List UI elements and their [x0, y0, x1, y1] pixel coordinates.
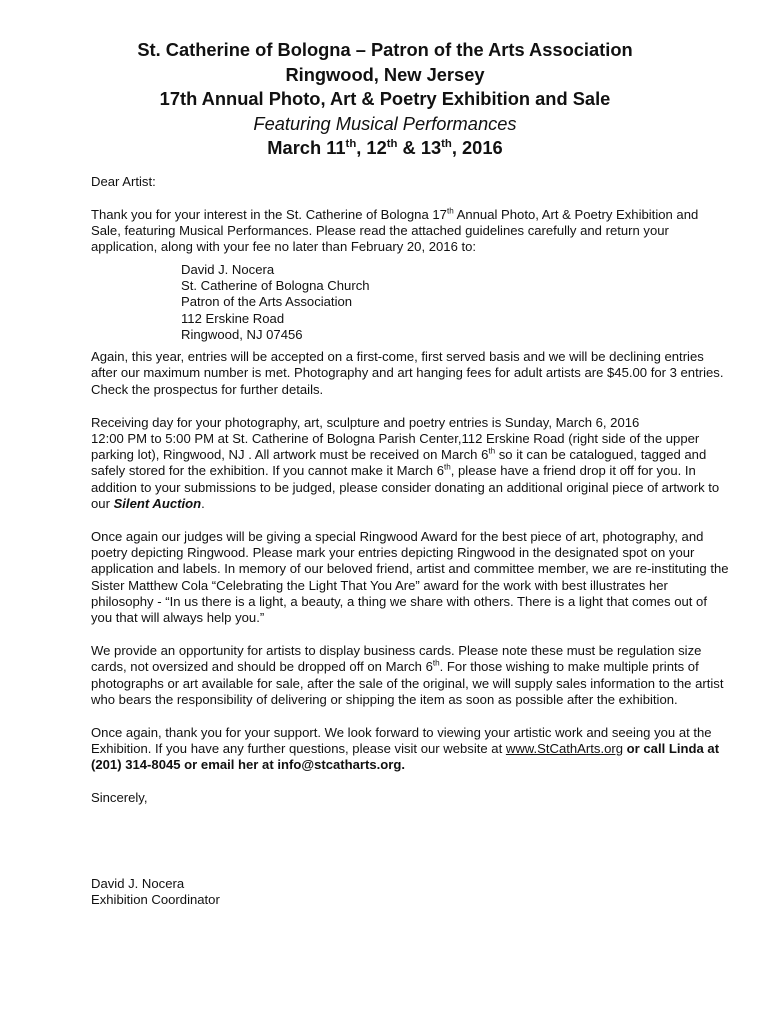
- address-line: Patron of the Arts Association: [181, 294, 353, 310]
- paragraph-thanks: Once again, thank you for your support. We look forward to viewing your artistic work and seeing you at the Exhibition. If you have any further questions, please visit our website at www.StCathArts.org or call Linda at (201) 314-8045 or email her at info@stcatharts.org.: [91, 724, 720, 773]
- address-line: 112 Erskine Road: [181, 310, 285, 326]
- closing: Sincerely,: [91, 790, 148, 806]
- header-dates: March 11th, 12th & 13th, 2016: [267, 137, 503, 158]
- contact-info: or call Linda at (201) 314-8045 or email her at info@stcatharts.org.: [91, 741, 720, 773]
- header-association-line: St. Catherine of Bologna – Patron of the Arts Association: [137, 39, 633, 60]
- paragraph-ringwood-award: Once again our judges will be giving a special Ringwood Award for the best piece of art, photography, and poetry depicting Ringwood. Please mark your entries depicting Ringwood in the designated spot on your application and labels. In memory of our beloved friend, artist and committee member, we are re-instituting the Sister Matthew Cola “Celebrating the Light That You Are” award for the work with best illustrates her philosophy - “In us there is a light, a beauty, a thing we share with others. There is a light that comes out of you that will always help you.”: [91, 528, 729, 626]
- silent-auction-text: Silent Auction: [113, 496, 202, 512]
- mailing-address: [181, 262, 731, 343]
- paragraph-receiving-day: Receiving day for your photography, art, sculpture and poetry entries is Sunday, March 6, 2016 12:00 PM to 5:00 PM at St. Catherine of Bologna Parish Center,112 Erskine Road (right side of the upper parking lot), Ringwood, NJ . All artwork must be received on March 6th so it can be catalogued, tagged and safely stored for the exhibition. If you cannot make it March 6th, please have a friend drop it off for you. In addition to your submissions to be judged, please consider donating an additional original piece of artwork to our Silent Auction.: [91, 414, 720, 512]
- paragraph-intro: Thank you for your interest in the St. Catherine of Bologna 17th Annual Photo, Art & Poetry Exhibition and Sale, featuring Musical Performances. Please read the attached guidelines carefully and return your application, along with your fee no later than February 20, 2016 to:: [91, 206, 699, 255]
- header-subtitle: Featuring Musical Performances: [253, 112, 517, 134]
- address-line: Ringwood, NJ 07456: [181, 326, 303, 342]
- paragraph-business-cards: We provide an opportunity for artists to display business cards. Please note these must be regulation size cards, not oversized and should be dropped off on March 6th. For those wishing to make multiple prints of photographs or art available for sale, after the sale of the original, we will supply sales information to the artist who bears the responsibility of delivering or shipping the item as soon as possible after the exhibition.: [91, 643, 724, 708]
- website-link[interactable]: www.StCathArts.org: [505, 741, 624, 757]
- header-exhibition-line: 17th Annual Photo, Art & Poetry Exhibition and Sale: [159, 88, 611, 109]
- signature-block: [91, 876, 220, 909]
- salutation: Dear Artist:: [91, 174, 156, 189]
- letter-body: [91, 174, 731, 807]
- address-line: David J. Nocera: [181, 261, 275, 277]
- header-location-line: Ringwood, New Jersey: [285, 63, 485, 85]
- paragraph-entries: Again, this year, entries will be accepted on a first-come, first served basis and we will be declining entries after our maximum number is met. Photography and art hanging fees for adult artists are $45.00 for 3 entries. Check the prospectus for further details.: [91, 349, 724, 397]
- address-line: St. Catherine of Bologna Church: [181, 277, 370, 293]
- signature-title: Exhibition Coordinator: [91, 892, 220, 908]
- signature-name: David J. Nocera: [91, 876, 185, 891]
- letter-header: [0, 38, 770, 161]
